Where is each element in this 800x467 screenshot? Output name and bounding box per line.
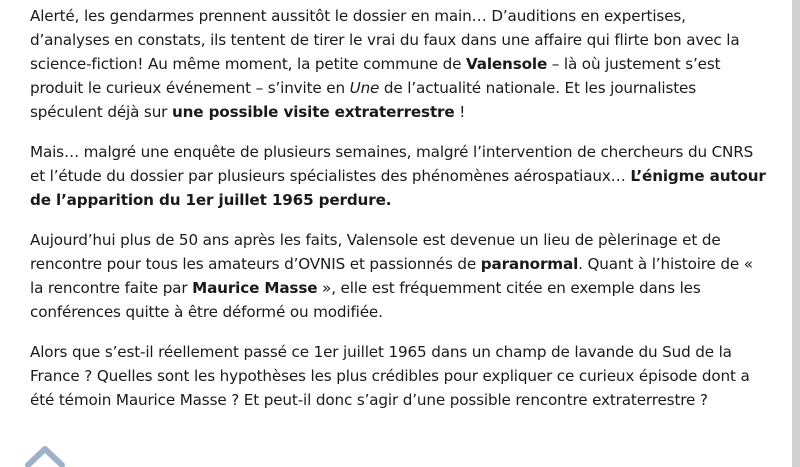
- emphasis-maurice-masse: Maurice Masse: [192, 279, 318, 297]
- chevron-up-icon: [22, 436, 68, 467]
- text-run: – là où justement s’est produit le curieux événement – s’invite en: [30, 55, 721, 97]
- text-run: Alors que s’est-il réellement passé ce 1er juillet 1965 dans un champ de lavande du Sud de la France ? Quelles sont les hypothèses les plus crédibles pour expliquer ce curieux épisode dont a été témoin Maurice Masse ? Et peut-il donc s’agir d’une possible rencontre extraterrestre ?: [30, 343, 750, 409]
- paragraph-4: [30, 340, 770, 412]
- scroll-to-top-button[interactable]: [22, 436, 68, 467]
- article-body: [30, 4, 770, 428]
- text-run: Aujourd’hui plus de 50 ans après les faits, Valensole est devenue un lieu de pèlerinage et de rencontre pour tous les amateurs d’OVNIS et passionnés de: [30, 231, 721, 273]
- text-run: Alerté, les gendarmes prennent aussitôt le dossier en main… D’auditions en expertises, d’analyses en constats, ils tentent de tirer le vrai du faux dans une affaire qui flirte bon avec la science-fiction! Au même moment, la petite commune de: [30, 7, 740, 73]
- text-run: Mais… malgré une enquête de plusieurs semaines, malgré l’intervention de chercheurs du CNRS et l’étude du dossier par plusieurs spécialistes des phénomènes aérospatiaux…: [30, 143, 754, 185]
- page-edge-divider: [792, 0, 800, 467]
- text-run: de l’actualité nationale. Et les journalistes spéculent déjà sur: [30, 79, 696, 121]
- text-run: . Quant à l’histoire de « la rencontre faite par: [30, 255, 753, 297]
- text-run: », elle est fréquemment citée en exemple dans les conférences quitte à être déformé ou modifiée.: [30, 279, 701, 321]
- emphasis-paranormal: paranormal: [480, 255, 579, 273]
- emphasis-visite-extraterrestre: une possible visite extraterrestre: [171, 103, 455, 121]
- emphasis-une: Une: [349, 79, 380, 97]
- paragraph-1: [30, 4, 770, 124]
- emphasis-valensole: Valensole: [465, 55, 548, 73]
- paragraph-2: [30, 140, 770, 212]
- emphasis-enigme: L’énigme autour de l’apparition du 1er juillet 1965 perdure.: [30, 167, 766, 209]
- paragraph-3: [30, 228, 770, 324]
- text-run: !: [454, 103, 466, 121]
